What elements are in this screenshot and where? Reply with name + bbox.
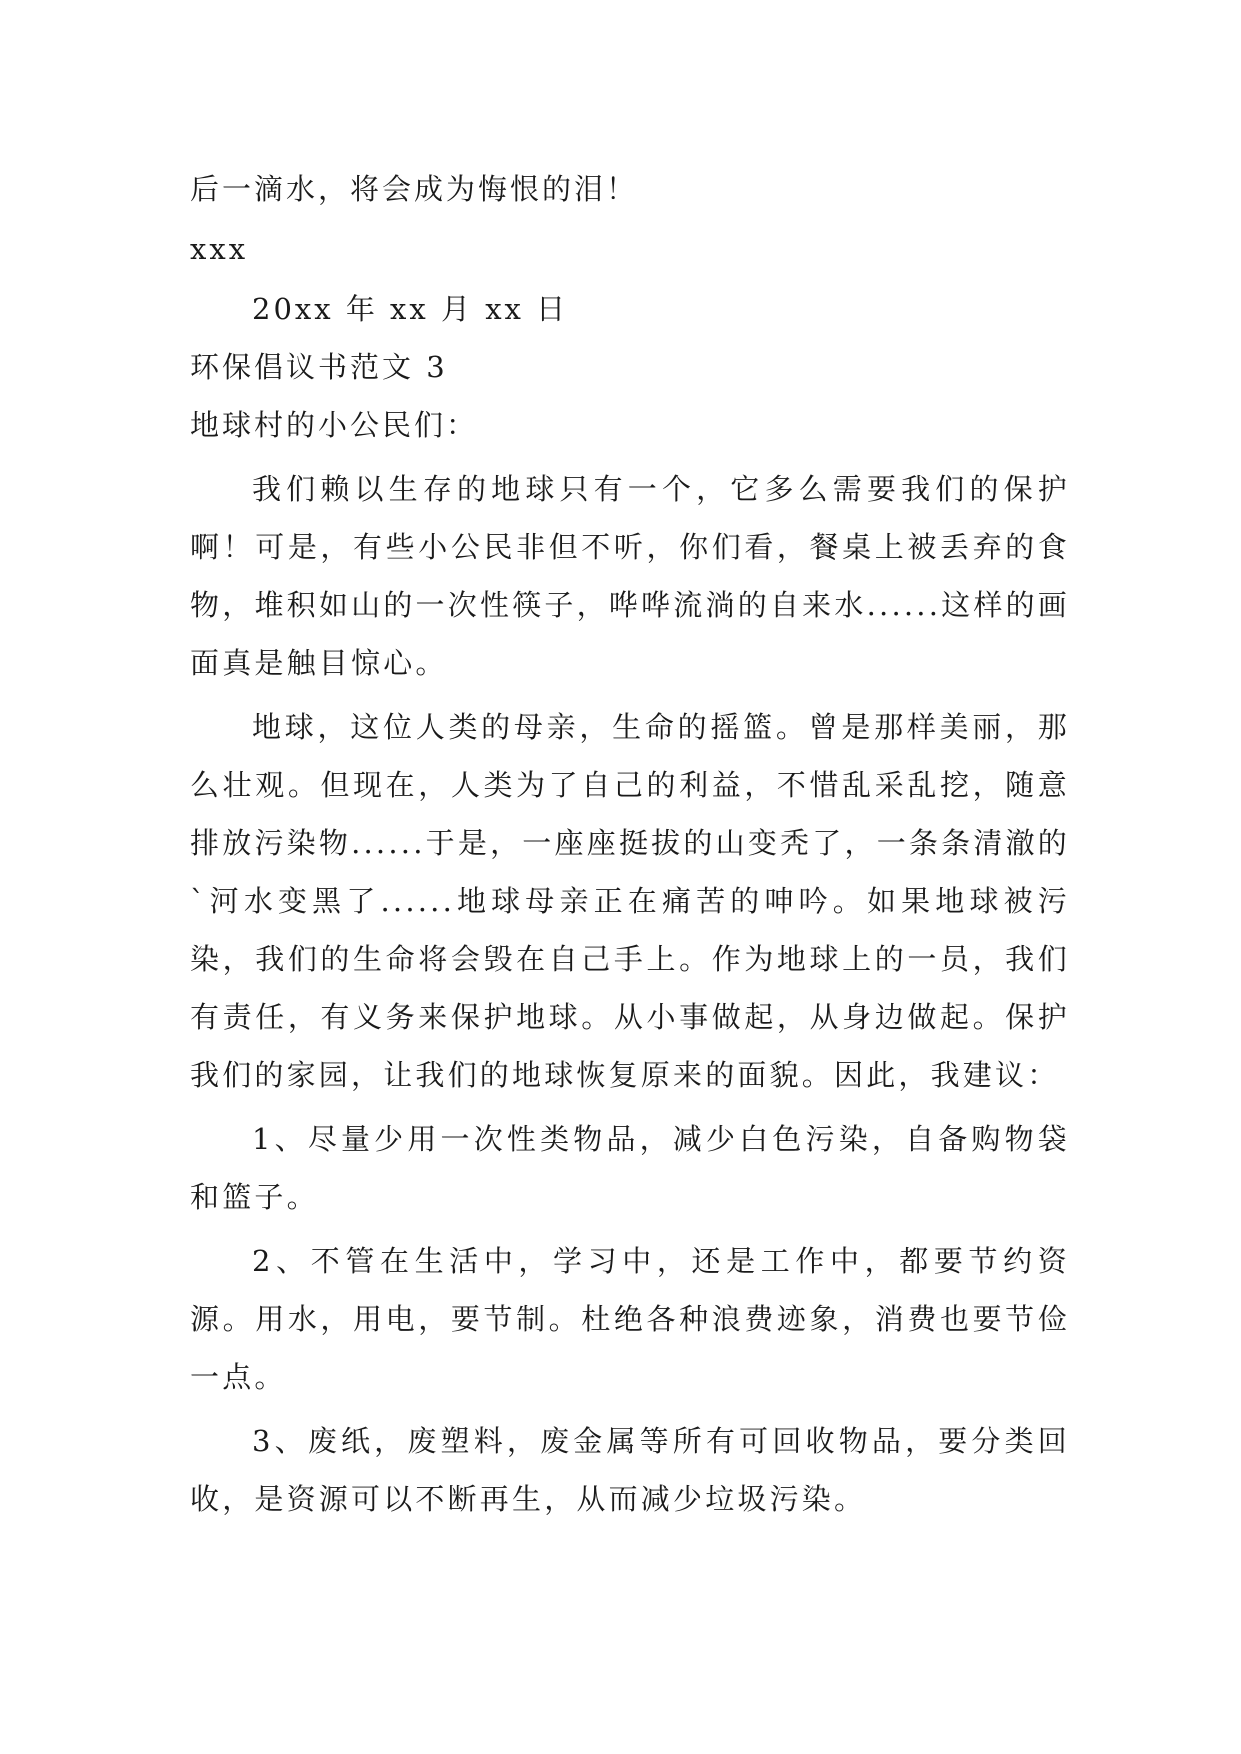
section-title: 环保倡议书范文 3 — [190, 350, 448, 384]
date-line: 20xx 年 xx 月 xx 日 — [252, 292, 569, 326]
signature: xxx — [190, 232, 249, 266]
paragraph-3: 1、尽量少用一次性类物品，减少白色污染，自备购物袋和篮子。 — [190, 1122, 1070, 1214]
document-body — [190, 160, 1070, 1528]
paragraph-4: 2、不管在生活中，学习中，还是工作中，都要节约资源。用水，用电，要节制。杜绝各种浪费迹象，消费也要节俭一点。 — [190, 1244, 1070, 1394]
paragraph-5: 3、废纸，废塑料，废金属等所有可回收物品，要分类回收，是资源可以不断再生，从而减少垃圾污染。 — [190, 1424, 1070, 1516]
closing-line: 后一滴水，将会成为悔恨的泪！ — [190, 172, 639, 206]
salutation: 地球村的小公民们： — [190, 408, 479, 442]
paragraph-2: 地球，这位人类的母亲，生命的摇篮。曾是那样美丽，那么壮观。但现在，人类为了自己的利益，不惜乱采乱挖，随意排放污染物......于是，一座座挺拔的山变秃了，一条条清澈的`河水变黑了......地球母亲正在痛苦的呻吟。如果地球被污染，我们的生命将会毁在自己手上。作为地球上的一员，我们有责任，有义务来保护地球。从小事做起，从身边做起。保护我们的家园，让我们的地球恢复原来的面貌。因此，我建议： — [190, 710, 1070, 1092]
paragraph-1: 我们赖以生存的地球只有一个，它多么需要我们的保护啊！可是，有些小公民非但不听，你们看，餐桌上被丢弃的食物，堆积如山的一次性筷子，哗哗流淌的自来水......这样的画面真是触目惊心。 — [190, 472, 1070, 680]
